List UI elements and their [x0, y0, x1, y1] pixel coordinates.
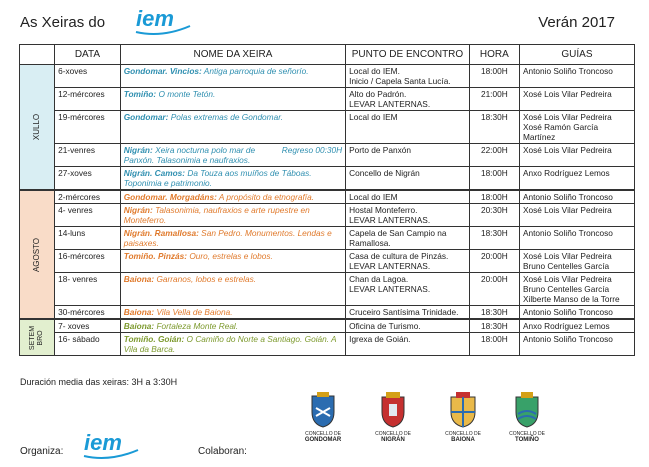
cell-guides: Anxo Rodríguez Lemos	[519, 319, 634, 333]
excursion-title: Xeira nocturna polo mar de Panxón. Talasonimia e naufraxios.	[123, 145, 256, 165]
crest-baiona: CONCELLO DE BAIONA	[423, 392, 503, 443]
cell-excursion-name	[120, 227, 345, 250]
cell-date: 18- venres	[55, 273, 121, 306]
excursion-place: Nigrán:	[123, 205, 153, 215]
col-header-point: PUNTO DE ENCONTRO	[346, 45, 470, 65]
cell-excursion-name	[120, 88, 345, 111]
cell-time: 20:00H	[469, 250, 519, 273]
cell-time: 18:30H	[469, 227, 519, 250]
cell-excursion-name	[120, 204, 345, 227]
cell-time: 20:30H	[469, 204, 519, 227]
cell-time: 18:30H	[469, 319, 519, 333]
cell-meeting-point: Oficina de Turismo.	[346, 319, 470, 333]
excursion-title: San Pedro. Monumentos. Lendas e paisaxes.	[123, 228, 332, 248]
excursion-title: Fortaleza Monte Real.	[154, 321, 239, 331]
cell-date: 12-mércores	[55, 88, 121, 111]
month-text: SETEM BRO	[29, 325, 45, 350]
table-row	[20, 333, 635, 356]
cell-meeting-point: Hostal Monteferro. LEVAR LANTERNAS.	[346, 204, 470, 227]
col-header-guides: GUÍAS	[519, 45, 634, 65]
table-row	[20, 111, 635, 144]
cell-date: 14-luns	[55, 227, 121, 250]
cell-meeting-point: Local do IEM	[346, 111, 470, 144]
gondomar-shield-icon	[309, 392, 337, 428]
logo-text: iem	[136, 6, 174, 31]
cell-excursion-name	[120, 273, 345, 306]
excursion-title: Antiga parroquia de señorío.	[201, 66, 309, 76]
excursion-place: Baiona:	[123, 321, 155, 331]
table-row	[20, 88, 635, 111]
header-season: Verán 2017	[538, 14, 615, 31]
baiona-shield-icon	[448, 392, 478, 428]
iem-logo-bottom	[80, 428, 142, 467]
cell-guides: Anxo Rodríguez Lemos	[519, 167, 634, 191]
cell-excursion-name	[120, 333, 345, 356]
cell-date: 21-venres	[55, 144, 121, 167]
col-header-name: NOME DA XEIRA	[120, 45, 345, 65]
colaboran-label: Colaboran:	[198, 446, 247, 457]
cell-guides: Antonio Soliño Troncoso	[519, 227, 634, 250]
logo-bottom-text: iem	[84, 430, 122, 455]
col-header-date: DATA	[55, 45, 121, 65]
cell-date: 30-mércores	[55, 306, 121, 320]
cell-guides: Xosé Lois Vilar Pedreira	[519, 204, 634, 227]
table-row	[20, 204, 635, 227]
cell-meeting-point: Casa de cultura de Pinzás. LEVAR LANTERNAS.	[346, 250, 470, 273]
excursion-title: Vila Vella de Baiona.	[154, 307, 233, 317]
iem-logo	[132, 4, 194, 43]
cell-time: 18:30H	[469, 306, 519, 320]
table-header-row	[20, 45, 635, 65]
excursion-place: Tomiño:	[123, 89, 157, 99]
cell-time: 20:00H	[469, 273, 519, 306]
excursion-place: Tomiño. Goián:	[123, 334, 185, 344]
month-text: XULLO	[32, 113, 42, 141]
cell-guides: Antonio Soliño Troncoso	[519, 306, 634, 320]
duration-note: Duración media das xeiras: 3H a 3:30H	[20, 377, 178, 387]
excursion-place: Gondomar. Morgadáns:	[123, 192, 217, 202]
cell-meeting-point: Cruceiro Santísima Trinidade.	[346, 306, 470, 320]
cell-date: 19-mércores	[55, 111, 121, 144]
table-row	[20, 250, 635, 273]
return-time: Regreso 00:30H	[281, 145, 343, 155]
cell-date: 4- venres	[55, 204, 121, 227]
cell-meeting-point: Porto de Panxón	[346, 144, 470, 167]
crest-gondomar: CONCELLO DE GONDOMAR	[283, 392, 363, 443]
cell-guides: Xosé Lois Vilar Pedreira	[519, 88, 634, 111]
cell-excursion-name	[120, 190, 345, 204]
month-col-header	[20, 45, 55, 65]
cell-time: 18:00H	[469, 167, 519, 191]
cell-time: 21:00H	[469, 88, 519, 111]
excursion-place: Gondomar:	[123, 112, 169, 122]
cell-meeting-point: Chan da Lagoa. LEVAR LANTERNAS.	[346, 273, 470, 306]
cell-time: 18:00H	[469, 333, 519, 356]
schedule-table	[19, 44, 635, 356]
excursion-title: Garranos, lobos e estrelas.	[154, 274, 257, 284]
table-row	[20, 227, 635, 250]
cell-guides: Xosé Lois Vilar Pedreira Bruno Centelles García	[519, 250, 634, 273]
excursion-place: Baiona:	[123, 274, 155, 284]
tomino-shield-icon	[513, 392, 541, 428]
excursion-title: Polas extremas de Gondomar.	[168, 112, 283, 122]
excursion-place: Nigrán:	[123, 145, 153, 155]
table-row	[20, 167, 635, 191]
cell-excursion-name	[120, 167, 345, 191]
cell-guides: Antonio Soliño Troncoso	[519, 65, 634, 88]
cell-meeting-point: Igrexa de Goián.	[346, 333, 470, 356]
cell-date: 27-xoves	[55, 167, 121, 191]
cell-time: 18:30H	[469, 111, 519, 144]
col-header-time: HORA	[469, 45, 519, 65]
table-row	[20, 306, 635, 320]
cell-date: 2-mércores	[55, 190, 121, 204]
month-label-agosto	[20, 190, 55, 319]
cell-guides: Xosé Lois Vilar Pedreira	[519, 144, 634, 167]
month-label-julio	[20, 65, 55, 191]
cell-excursion-name	[120, 144, 345, 167]
table-row	[20, 273, 635, 306]
table-row	[20, 65, 635, 88]
crest-tomino: CONCELLO DE TOMIÑO	[487, 392, 567, 443]
excursion-place: Gondomar. Vincios:	[123, 66, 202, 76]
excursion-title: Talasonimia, naufraxios e arte rupestre en Monteferro.	[123, 205, 310, 225]
excursion-title: Ouro, estrelas e lobos.	[187, 251, 273, 261]
excursion-place: Tomiño. Pinzás:	[123, 251, 188, 261]
cell-excursion-name	[120, 319, 345, 333]
cell-meeting-point: Capela de San Campio na Ramallosa.	[346, 227, 470, 250]
cell-meeting-point: Local do IEM. Inicio / Capela Santa Lucía.	[346, 65, 470, 88]
crest-nigran: CONCELLO DE NIGRÁN	[353, 392, 433, 443]
cell-time: 18:00H	[469, 190, 519, 204]
cell-date: 16-mércores	[55, 250, 121, 273]
cell-date: 16- sábado	[55, 333, 121, 356]
cell-date: 6-xoves	[55, 65, 121, 88]
month-text: AGOSTO	[32, 237, 42, 272]
table-row	[20, 144, 635, 167]
cell-date: 7- xoves	[55, 319, 121, 333]
cell-excursion-name	[120, 306, 345, 320]
table-row	[20, 319, 635, 333]
cell-excursion-name	[120, 250, 345, 273]
cell-guides: Antonio Soliño Troncoso	[519, 190, 634, 204]
cell-guides: Antonio Soliño Troncoso	[519, 333, 634, 356]
table-row	[20, 190, 635, 204]
cell-excursion-name	[120, 111, 345, 144]
cell-guides: Xosé Lois Vilar Pedreira Xosé Ramón García Martínez	[519, 111, 634, 144]
excursion-title: A propósito da etnografía.	[216, 192, 315, 202]
excursion-place: Baiona:	[123, 307, 155, 317]
excursion-title: O monte Tetón.	[156, 89, 216, 99]
cell-time: 18:00H	[469, 65, 519, 88]
excursion-place: Nigrán. Ramallosa:	[123, 228, 199, 238]
month-label-setembro	[20, 319, 55, 356]
excursion-title: O Camiño do Norte a Santiago. Goián. A Vila da Barca.	[123, 334, 337, 354]
organiza-label: Organiza:	[20, 446, 64, 457]
cell-time: 22:00H	[469, 144, 519, 167]
cell-meeting-point: Alto do Padrón. LEVAR LANTERNAS.	[346, 88, 470, 111]
cell-excursion-name	[120, 65, 345, 88]
excursion-place: Nigrán. Camos:	[123, 168, 186, 178]
cell-meeting-point: Local do IEM	[346, 190, 470, 204]
nigran-shield-icon	[379, 392, 407, 428]
cell-guides: Xosé Lois Vilar Pedreira Bruno Centelles García Xilberte Manso de la Torre	[519, 273, 634, 306]
header-title: As Xeiras do	[20, 14, 106, 31]
cell-meeting-point: Concello de Nigrán	[346, 167, 470, 191]
excursion-title: Da Touza aos muíños de Táboas. Toponimia e patrimonio.	[123, 168, 312, 188]
